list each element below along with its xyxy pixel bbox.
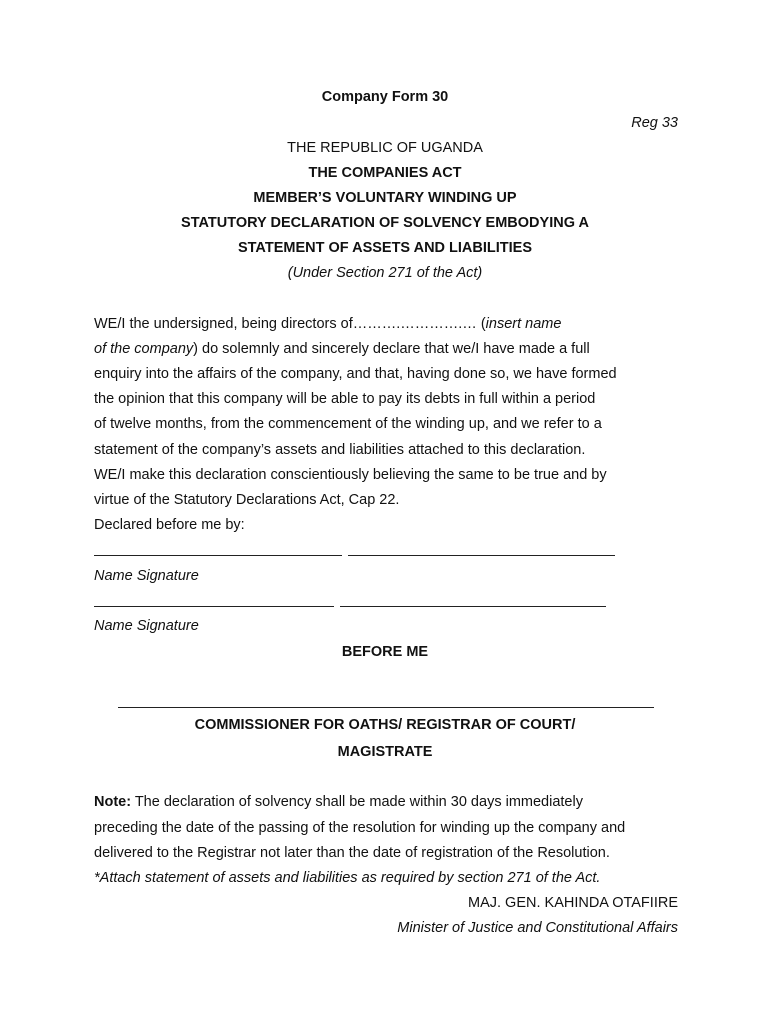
title-line-3: STATEMENT OF ASSETS AND LIABILITIES [237,240,533,256]
body-line-8: virtue of the Statutory Declarations Act, Cap 22. [94,492,400,508]
body-line-5: of twelve months, from the commencement of the winding up, and we refer to a [94,416,602,432]
note-line-1 [94,793,583,811]
name-line-1[interactable] [94,555,342,556]
body-text: ) do solemnly and sincerely declare that we/I have made a full [193,341,590,357]
body-line-3: enquiry into the affairs of the company, and that, having done so, we have formed [94,366,617,382]
body-line-2 [94,340,590,358]
title-line-1: MEMBER’S VOLUNTARY WINDING UP [253,190,517,206]
signature-caption-1: Name Signature [94,568,199,584]
body-line-1 [94,315,561,333]
insert-name-hint: insert name [485,316,562,332]
company-hint: of the company [94,341,194,357]
body-text: WE/I the undersigned, being directors of……….………….… ( [94,316,486,332]
before-me: BEFORE ME [341,644,429,660]
attach-note: *Attach statement of assets and liabilities as required by section 271 of the Act. [94,870,601,886]
body-line-7: WE/I make this declaration conscientiously believing the same to be true and by [94,467,607,483]
commissioner-signature-line[interactable] [118,707,654,708]
republic-heading: THE REPUBLIC OF UGANDA [287,140,483,156]
note-label: Note: [94,794,132,810]
minister-role: Minister of Justice and Constitutional Affairs [397,920,678,936]
title-line-2: STATUTORY DECLARATION OF SOLVENCY EMBODYING A [181,215,589,231]
name-line-2[interactable] [94,606,334,607]
note-line-2: preceding the date of the passing of the resolution for winding up the company and [94,820,626,836]
signature-line-1[interactable] [348,555,615,556]
regulation-number: Reg 33 [631,115,678,131]
note-line-3: delivered to the Registrar not later than the date of registration of the Resolution. [94,845,610,861]
commissioner-title-2: MAGISTRATE [337,744,433,760]
signature-caption-2: Name Signature [94,618,199,634]
body-line-4: the opinion that this company will be able to pay its debts in full within a period [94,391,596,407]
note-text: The declaration of solvency shall be made within 30 days immediately [131,794,583,810]
commissioner-title-1: COMMISSIONER FOR OATHS/ REGISTRAR OF COURT/ [194,717,576,733]
signature-line-2[interactable] [340,606,606,607]
section-reference: (Under Section 271 of the Act) [287,265,483,281]
act-heading: THE COMPANIES ACT [308,165,462,181]
minister-name: MAJ. GEN. KAHINDA OTAFIIRE [467,895,678,911]
body-line-6: statement of the company’s assets and liabilities attached to this declaration. [94,442,586,458]
declared-before: Declared before me by: [94,517,245,533]
form-title: Company Form 30 [321,89,449,105]
